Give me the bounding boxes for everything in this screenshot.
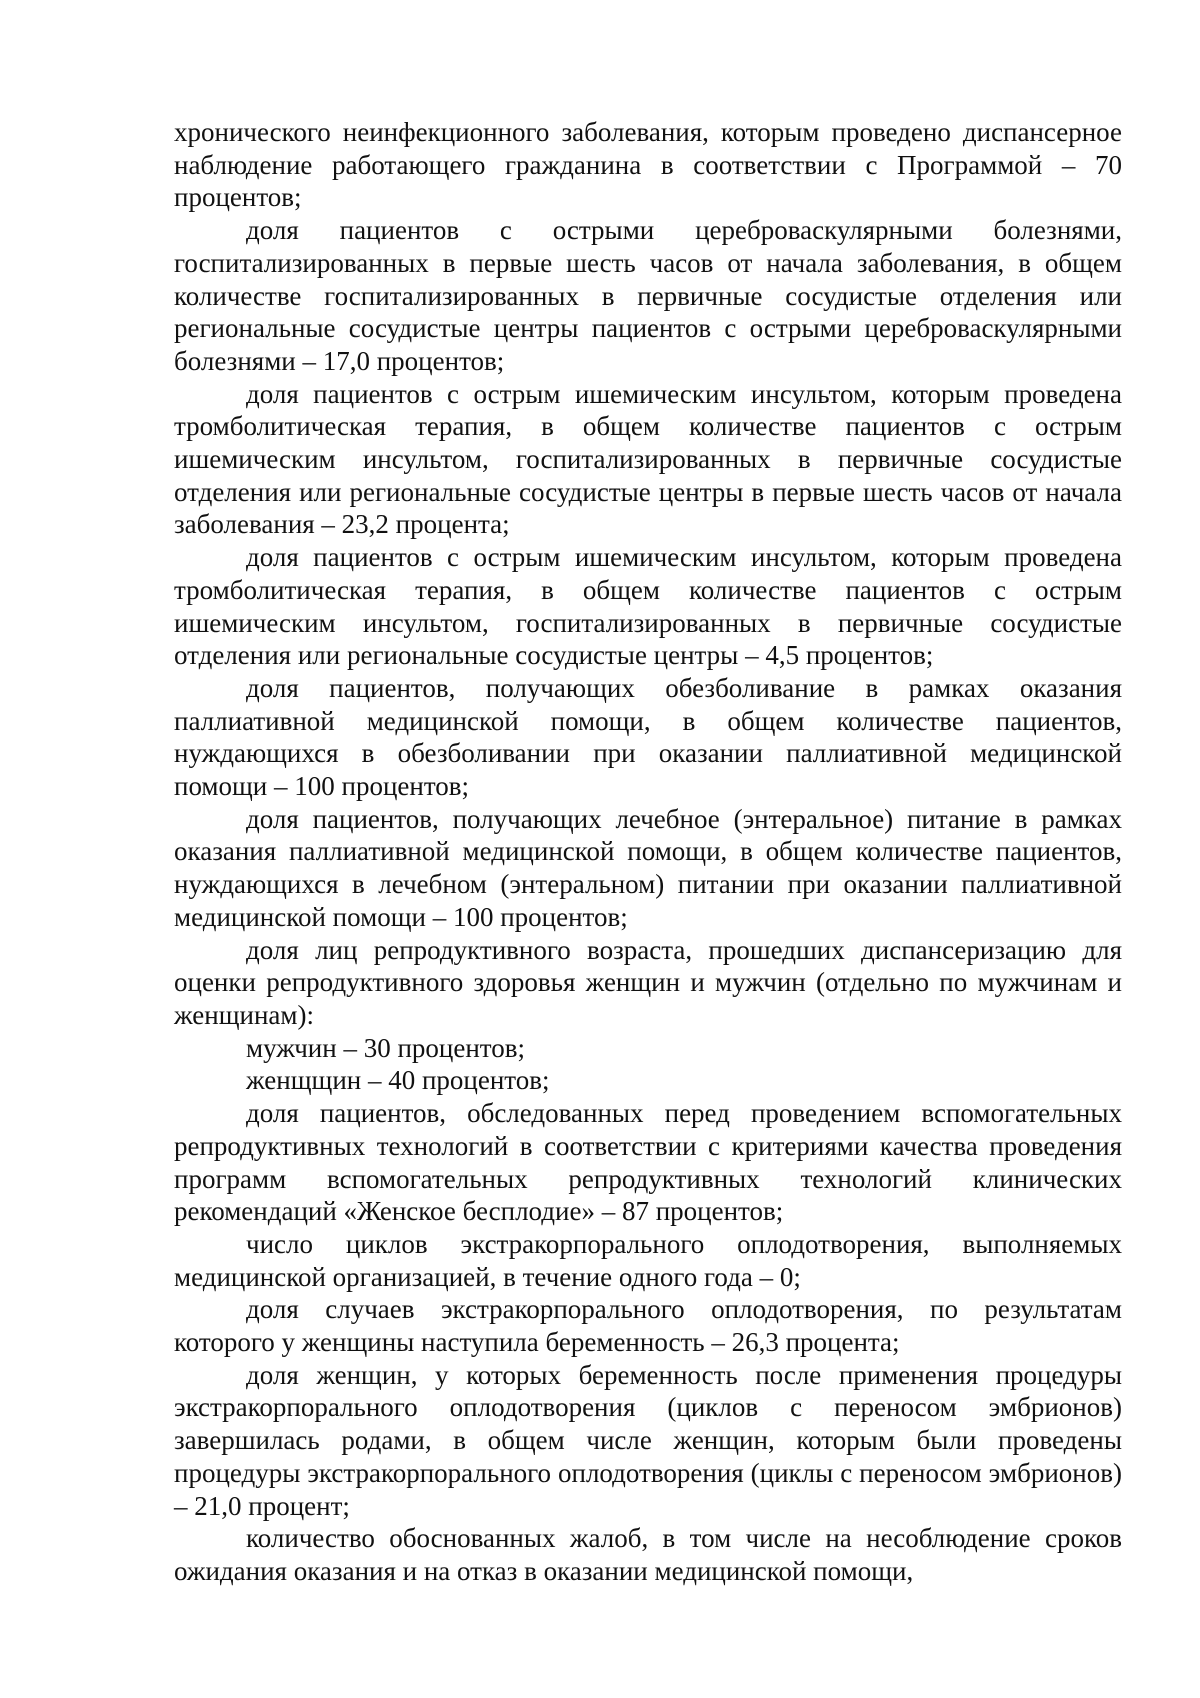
paragraph-complaints: количество обоснованных жалоб, в том числе на несоблюдение сроков ожидания оказания и на отказ в оказании медицинской помощи, xyxy=(174,1523,1122,1586)
paragraph-ivf-pregnancy: доля случаев экстракорпорального оплодотворения, по результатам которого у женщины наступила беременность – 26,3 процента; xyxy=(174,1294,1122,1358)
paragraph-palliative-enteral-nutrition: доля пациентов, получающих лечебное (энтеральное) питание в рамках оказания паллиативной медицинской помощи, в общем количестве пациентов, нуждающихся в лечебном (энтеральном) питании при оказании паллиативной медицинской помощи – 100 процентов; xyxy=(174,803,1122,932)
paragraph-thrombolytic-six-hours: доля пациентов с острым ишемическим инсультом, которым проведена тромболитическая терапия, в общем количестве пациентов с острым ишемическим инсультом, госпитализированных в первичные сосудистые отделения или региональные сосудистые центры в первые шесть часов от начала заболевания – 23,2 процента; xyxy=(174,378,1122,540)
paragraph-men-share: мужчин – 30 процентов; xyxy=(246,1032,525,1063)
paragraph-women-share: женщщин – 40 процентов; xyxy=(246,1065,550,1096)
paragraph-thrombolytic-total: доля пациентов с острым ишемическим инсультом, которым проведена тромболитическая терапия, в общем количестве пациентов с острым ишемическим инсультом, госпитализированных в первичные сосудистые отделения или региональные сосудистые центры – 4,5 процентов; xyxy=(174,542,1122,671)
paragraph-cerebrovascular-hospitalized: доля пациентов с острыми цереброваскулярными болезнями, госпитализированных в первые шесть часов от начала заболевания, в общем количестве госпитализированных в первичные сосудистые отделения или региональные сосудистые центры пациентов с острыми цереброваскулярными болезнями – 17,0 процентов; xyxy=(174,215,1122,376)
paragraph-ivf-births: доля женщин, у которых беременность после применения процедуры экстракорпорального оплодотворения (циклов с переносом эмбрионов) завершилась родами, в общем числе женщин, которым были проведены процедуры экстракорпорального оплодотворения (циклы с переносом эмбрионов) – 21,0 процент; xyxy=(174,1359,1122,1521)
paragraph-palliative-pain-relief: доля пациентов, получающих обезболивание в рамках оказания паллиативной медицинской помощи, в общем количестве пациентов, нуждающихся в обезболивании при оказании паллиативной медицинской помощи – 100 процентов; xyxy=(174,672,1122,802)
paragraph-art-examined: доля пациентов, обследованных перед проведением вспомогательных репродуктивных технологий в соответствии с критериями качества проведения программ вспомогательных репродуктивных технологий клинических рекомендаций «Женское бесплодие» – 87 процентов; xyxy=(174,1098,1122,1227)
paragraph-reproductive-screening: доля лиц репродуктивного возраста, прошедших диспансеризацию для оценки репродуктивного здоровья женщин и мужчин (отдельно по мужчинам и женщинам): xyxy=(174,934,1122,1030)
paragraph-chronic-disease-followup: хронического неинфекционного заболевания, которым проведено диспансерное наблюдение работающего гражданина в соответствии с Программой – 70 процентов; xyxy=(174,117,1122,213)
paragraph-ivf-cycles: число циклов экстракорпорального оплодотворения, выполняемых медицинской организацией, в течение одного года – 0; xyxy=(174,1228,1122,1292)
document-body xyxy=(174,116,1122,1588)
